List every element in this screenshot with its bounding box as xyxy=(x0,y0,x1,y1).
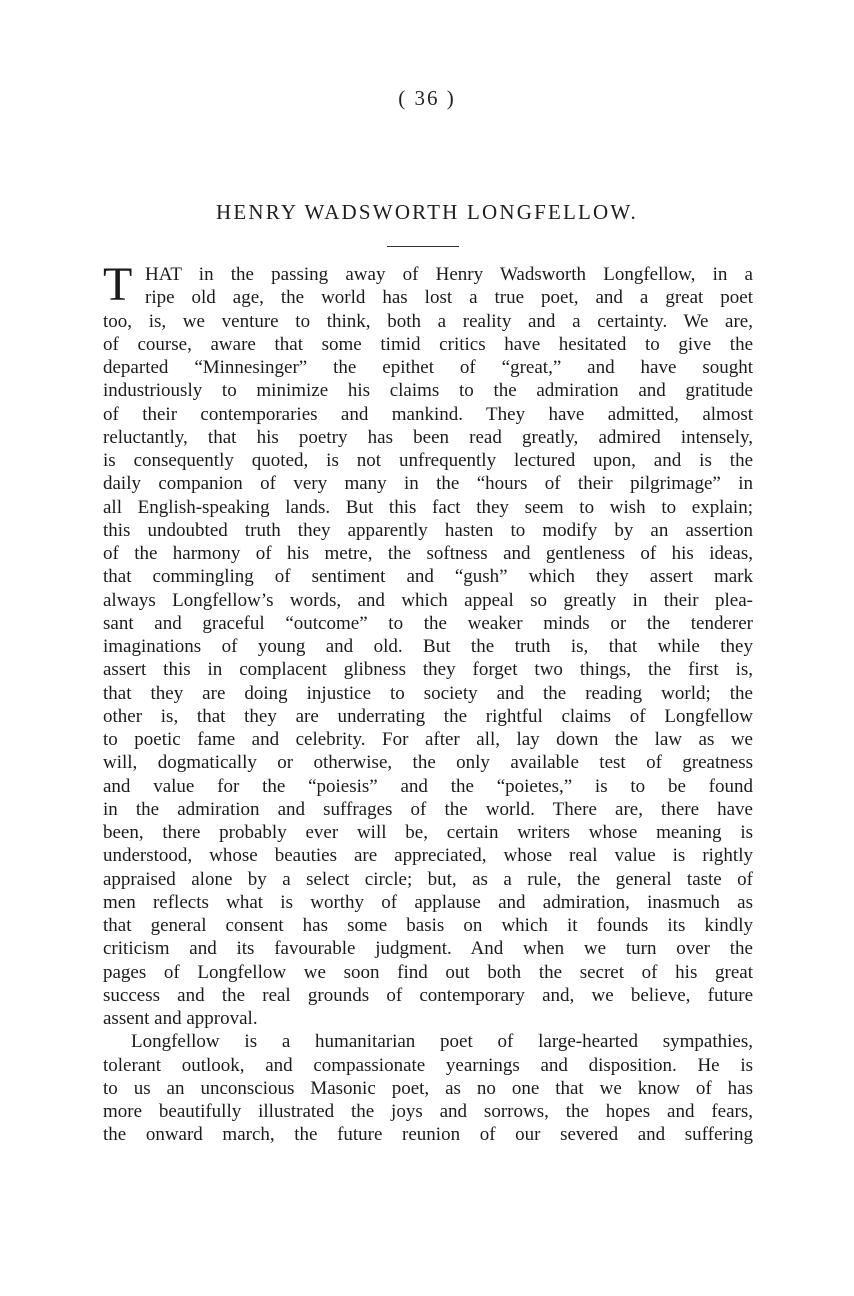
text-line: all English-speaking lands. But this fact they seem to wish to explain; xyxy=(103,496,753,518)
text-line: success and the real grounds of contemporary and, we believe, future xyxy=(103,984,753,1006)
text-line: to poetic fame and celebrity. For after all, lay down the law as we xyxy=(103,729,753,750)
text-line: HAT in the passing away of Henry Wadsworth Longfellow, in a xyxy=(145,264,753,285)
text-line: men reflects what is worthy of applause and admiration, inasmuch as xyxy=(103,891,753,913)
text-line: reluctantly, that his poetry has been read greatly, admired intensely, xyxy=(103,426,753,448)
paragraph-1 xyxy=(103,258,753,1030)
title-divider xyxy=(387,246,459,247)
page-number: ( 36 ) xyxy=(398,86,456,110)
text-line: more beautifully illustrated the joys and sorrows, the hopes and fears, xyxy=(103,1101,753,1122)
text-line: of the harmony of his metre, the softness and gentleness of his ideas, xyxy=(103,543,753,564)
text-line: understood, whose beauties are appreciated, whose real value is rightly xyxy=(103,845,753,867)
text-line: departed “Minnesinger” the epithet of “great,” and have sought xyxy=(103,357,753,378)
text-line: of their contemporaries and mankind. They have admitted, almost xyxy=(103,403,753,425)
text-line: assent and approval. xyxy=(103,1008,258,1029)
text-line: industriously to minimize his claims to the admiration and gratitude xyxy=(103,380,753,402)
text-line: ripe old age, the world has lost a true poet, and a great poet xyxy=(145,287,753,309)
text-line: always Longfellow’s words, and which appeal so greatly in their plea- xyxy=(103,589,753,611)
text-line: daily companion of very many in the “hours of their pilgrimage” in xyxy=(103,473,753,495)
text-line: too, is, we venture to think, both a reality and a certainty. We are, xyxy=(103,310,753,332)
text-line: that commingling of sentiment and “gush” which they assert mark xyxy=(103,566,753,588)
article-body xyxy=(103,258,753,1147)
text-line: criticism and its favourable judgment. And when we turn over the xyxy=(103,938,753,960)
drop-cap: T xyxy=(103,258,133,311)
text-line: sant and graceful “outcome” to the weaker minds or the tenderer xyxy=(103,612,753,634)
text-line: in the admiration and suffrages of the world. There are, there have xyxy=(103,798,753,820)
text-line: and value for the “poiesis” and the “poietes,” is to be found xyxy=(103,775,753,797)
text-line: is consequently quoted, is not unfrequently lectured upon, and is the xyxy=(103,450,753,471)
text-line: Longfellow is a humanitarian poet of large-hearted sympathies, xyxy=(131,1031,753,1053)
text-line: imaginations of young and old. But the truth is, that while they xyxy=(103,636,753,657)
text-line: the onward march, the future reunion of our severed and suffering xyxy=(103,1124,753,1146)
text-line: appraised alone by a select circle; but, as a rule, the general taste of xyxy=(103,868,753,890)
text-line: will, dogmatically or otherwise, the only available test of greatness xyxy=(103,752,753,774)
text-line: that they are doing injustice to society and the reading world; the xyxy=(103,682,753,704)
text-line: assert this in complacent glibness they forget two things, the first is, xyxy=(103,659,753,681)
text-line: been, there probably ever will be, certain writers whose meaning is xyxy=(103,822,753,843)
article-title: HENRY WADSWORTH LONGFELLOW. xyxy=(216,200,638,224)
text-line: other is, that they are underrating the rightful claims of Longfellow xyxy=(103,705,753,727)
text-line: of course, aware that some timid critics have hesitated to give the xyxy=(103,333,753,355)
text-line: this undoubted truth they apparently hasten to modify by an assertion xyxy=(103,519,753,541)
text-line: tolerant outlook, and compassionate yearnings and disposition. He is xyxy=(103,1054,753,1076)
text-line: to us an unconscious Masonic poet, as no one that we know of has xyxy=(103,1077,753,1099)
text-line: that general consent has some basis on which it founds its kindly xyxy=(103,915,753,936)
paragraph-2 xyxy=(103,1030,753,1146)
text-line: pages of Longfellow we soon find out both the secret of his great xyxy=(103,961,753,983)
